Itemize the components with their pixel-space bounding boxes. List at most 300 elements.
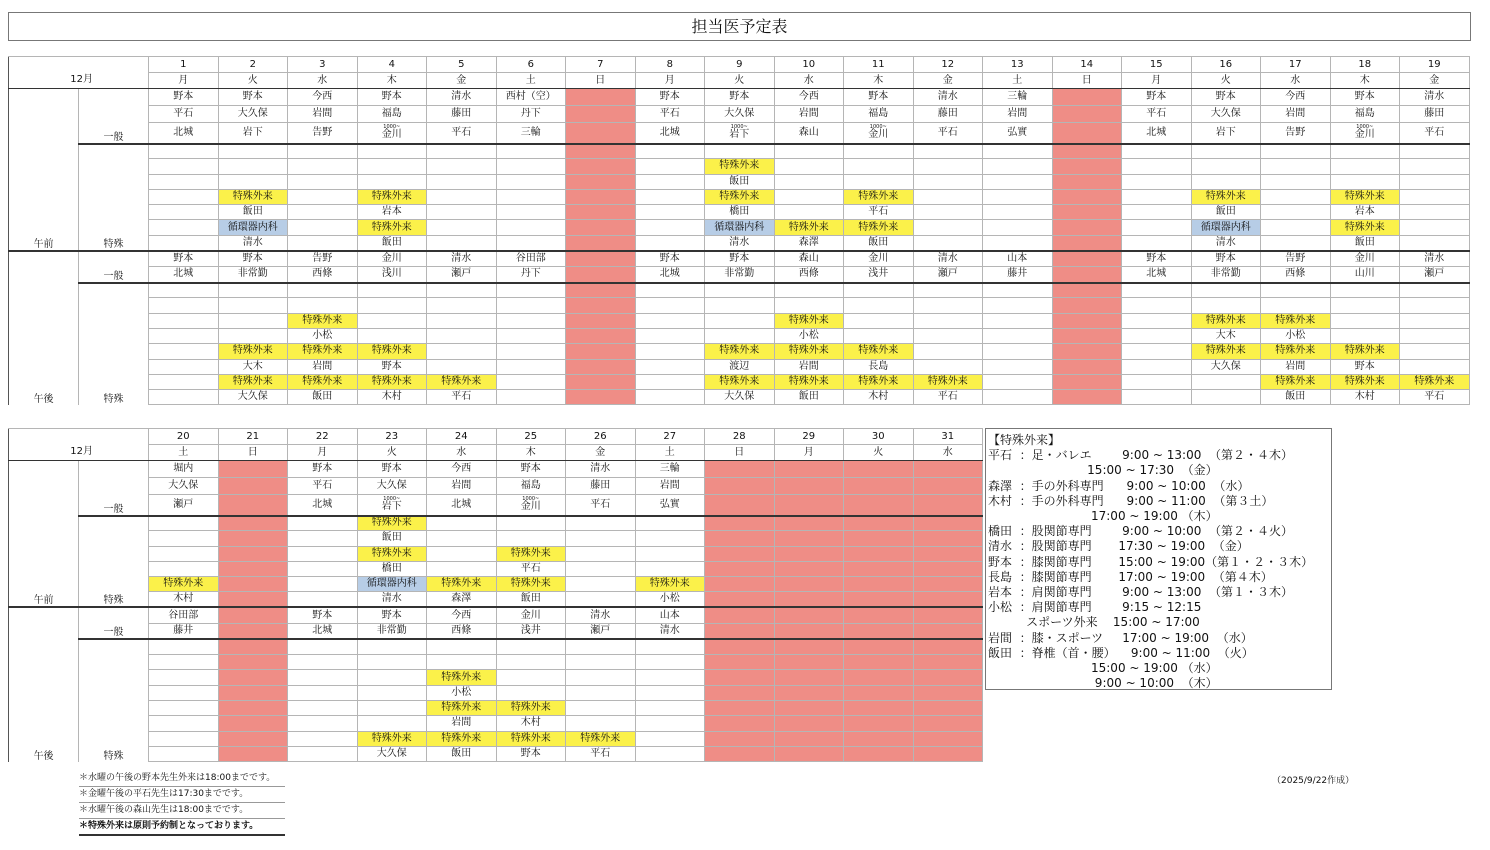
schedule-cell: 橋田 [357, 561, 427, 576]
schedule-cell: 瀬戸 [566, 623, 636, 639]
category-label [79, 298, 149, 313]
schedule-cell [1261, 174, 1331, 189]
schedule-cell [635, 144, 705, 159]
schedule-cell [705, 592, 775, 607]
schedule-cell: 特殊外来 [566, 731, 636, 746]
session-label [9, 623, 79, 639]
schedule-cell: 特殊外来 [705, 159, 775, 174]
schedule-cell [288, 639, 358, 654]
schedule-cell [844, 577, 914, 592]
schedule-cell [288, 174, 358, 189]
session-label [9, 478, 79, 495]
schedule-cell [635, 235, 705, 250]
schedule-cell: 藤井 [149, 623, 219, 639]
schedule-cell [1261, 298, 1331, 313]
schedule-cell [983, 374, 1053, 389]
session-label [9, 670, 79, 685]
schedule-cell [1400, 283, 1470, 298]
legend-line: 橋田 ：股関節専門 9:00 ~ 10:00 （第２・４火） [988, 524, 1293, 539]
schedule-cell [705, 531, 775, 546]
schedule-cell: 野本 [357, 89, 427, 106]
schedule-cell: 特殊外来 [357, 546, 427, 561]
schedule-cell: 非常勤 [218, 267, 288, 283]
schedule-cell [427, 313, 497, 328]
schedule-cell: 瀬戸 [913, 267, 983, 283]
schedule-cell [913, 313, 983, 328]
schedule-cell: 特殊外来 [218, 344, 288, 359]
schedule-cell: 平石 [1400, 390, 1470, 405]
schedule-cell [496, 374, 566, 389]
session-label [9, 106, 79, 123]
schedule-cell: 谷田部 [149, 607, 219, 623]
schedule-cell: 平石 [844, 205, 914, 220]
session-label [9, 359, 79, 374]
schedule-cell [705, 478, 775, 495]
category-label [79, 685, 149, 700]
schedule-cell: 野本 [357, 607, 427, 623]
schedule-cell: 野本 [844, 89, 914, 106]
schedule-cell [496, 220, 566, 235]
weekday-label: 日 [566, 73, 636, 89]
day-number: 20 [149, 429, 219, 445]
legend-line: 17:00 ~ 19:00 （木） [988, 509, 1218, 523]
schedule-cell [1400, 328, 1470, 343]
schedule-cell: 1000~ 岩下 [705, 123, 775, 144]
schedule-cell [496, 313, 566, 328]
schedule-cell [218, 328, 288, 343]
weekday-label: 木 [496, 445, 566, 461]
schedule-cell [635, 344, 705, 359]
schedule-cell: 西條 [1261, 267, 1331, 283]
schedule-cell: 告野 [1261, 123, 1331, 144]
note-item: ＊水曜午後の森山先生は18:00までです。 [79, 803, 285, 819]
schedule-cell [913, 670, 983, 685]
schedule-cell [149, 390, 219, 405]
schedule-cell [1052, 359, 1122, 374]
schedule-cell [913, 561, 983, 576]
schedule-cell [149, 531, 219, 546]
schedule-cell [496, 144, 566, 159]
schedule-cell: 平石 [427, 123, 497, 144]
schedule-cell [218, 531, 288, 546]
schedule-cell [566, 670, 636, 685]
schedule-cell: 特殊外来 [218, 189, 288, 204]
schedule-cell: 岩間 [427, 478, 497, 495]
schedule-cell: 野本 [149, 89, 219, 106]
schedule-cell [1052, 159, 1122, 174]
month-label: 12月 [9, 73, 149, 89]
schedule-cell: 岩下 [218, 123, 288, 144]
schedule-cell [357, 313, 427, 328]
schedule-cell [635, 189, 705, 204]
schedule-cell [844, 495, 914, 516]
schedule-cell: 告野 [1261, 251, 1331, 267]
schedule-cell [149, 731, 219, 746]
schedule-cell [635, 639, 705, 654]
schedule-cell [149, 159, 219, 174]
category-label [79, 716, 149, 731]
schedule-cell [1400, 359, 1470, 374]
schedule-cell [774, 516, 844, 531]
schedule-cell [913, 159, 983, 174]
schedule-cell: 清水 [705, 235, 775, 250]
schedule-cell [913, 716, 983, 731]
schedule-cell: 福島 [844, 106, 914, 123]
schedule-cell: 森山 [774, 123, 844, 144]
schedule-cell [218, 592, 288, 607]
schedule-cell [496, 655, 566, 670]
schedule-cell [218, 700, 288, 715]
schedule-cell [149, 561, 219, 576]
schedule-cell [705, 670, 775, 685]
schedule-cell [1052, 205, 1122, 220]
day-number: 4 [357, 57, 427, 73]
schedule-cell: 北城 [149, 123, 219, 144]
schedule-cell: 大久保 [1191, 106, 1261, 123]
schedule-cell [566, 577, 636, 592]
schedule-cell [427, 639, 497, 654]
schedule-cell [774, 495, 844, 516]
schedule-cell [1330, 328, 1400, 343]
category-label [79, 313, 149, 328]
schedule-cell [774, 639, 844, 654]
schedule-cell: 飯田 [705, 174, 775, 189]
legend-line: 【特殊外来】 [988, 433, 1061, 447]
schedule-cell [218, 607, 288, 623]
schedule-cell: 岩間 [288, 106, 358, 123]
weekday-label: 月 [774, 445, 844, 461]
schedule-cell [288, 189, 358, 204]
schedule-cell [913, 220, 983, 235]
schedule-cell: 特殊外来 [635, 577, 705, 592]
schedule-cell [566, 189, 636, 204]
schedule-cell [566, 174, 636, 189]
schedule-cell [844, 623, 914, 639]
schedule-cell [635, 746, 705, 761]
schedule-cell [1122, 298, 1192, 313]
schedule-cell [566, 328, 636, 343]
schedule-cell [913, 700, 983, 715]
weekday-label: 月 [149, 73, 219, 89]
schedule-cell: 金川 [496, 607, 566, 623]
schedule-cell [149, 700, 219, 715]
schedule-cell: 岩間 [1261, 359, 1331, 374]
schedule-cell: 飯田 [1191, 205, 1261, 220]
schedule-cell [844, 516, 914, 531]
schedule-cell [496, 390, 566, 405]
schedule-cell: 清水 [218, 235, 288, 250]
schedule-cell [218, 495, 288, 516]
schedule-cell: 平石 [288, 478, 358, 495]
schedule-cell: 平石 [913, 123, 983, 144]
schedule-cell [1052, 144, 1122, 159]
schedule-cell [1330, 283, 1400, 298]
category-label: 特殊 [79, 746, 149, 761]
schedule-cell [844, 144, 914, 159]
schedule-cell: 特殊外来 [705, 344, 775, 359]
schedule-cell [218, 746, 288, 761]
category-label [79, 359, 149, 374]
schedule-cell [566, 374, 636, 389]
schedule-cell [913, 283, 983, 298]
schedule-cell [427, 283, 497, 298]
schedule-cell [218, 670, 288, 685]
schedule-cell [496, 531, 566, 546]
schedule-cell: 藤田 [1400, 106, 1470, 123]
schedule-cell [913, 577, 983, 592]
day-number: 6 [496, 57, 566, 73]
schedule-cell [1122, 144, 1192, 159]
schedule-cell [774, 623, 844, 639]
schedule-cell: 特殊外来 [1330, 220, 1400, 235]
schedule-cell: 弘實 [983, 123, 1053, 144]
schedule-cell: 特殊外来 [1330, 374, 1400, 389]
schedule-cell: 今西 [774, 89, 844, 106]
schedule-cell [913, 144, 983, 159]
schedule-cell [496, 344, 566, 359]
schedule-cell [566, 283, 636, 298]
schedule-cell [635, 159, 705, 174]
schedule-cell: 野本 [218, 89, 288, 106]
day-number: 27 [635, 429, 705, 445]
schedule-cell: 藤田 [427, 106, 497, 123]
session-label [9, 516, 79, 531]
category-label [79, 607, 149, 623]
schedule-cell [218, 174, 288, 189]
schedule-cell [149, 235, 219, 250]
schedule-cell: 平石 [566, 495, 636, 516]
schedule-cell [913, 344, 983, 359]
schedule-cell [149, 359, 219, 374]
schedule-cell [357, 700, 427, 715]
schedule-cell: 特殊外来 [844, 344, 914, 359]
note-item: ＊特殊外来は原則予約制となっております。 [79, 819, 285, 836]
schedule-cell: 特殊外来 [496, 546, 566, 561]
schedule-cell: 告野 [288, 251, 358, 267]
schedule-cell [705, 623, 775, 639]
category-label: 特殊 [79, 235, 149, 250]
schedule-cell [983, 344, 1053, 359]
day-number: 5 [427, 57, 497, 73]
schedule-cell [705, 495, 775, 516]
schedule-cell [288, 298, 358, 313]
schedule-cell: 特殊外来 [1191, 344, 1261, 359]
schedule-cell: 木村 [496, 716, 566, 731]
schedule-cell: 飯田 [1261, 390, 1331, 405]
category-label: 一般 [79, 123, 149, 144]
schedule-cell [1261, 220, 1331, 235]
schedule-cell: 循環器内科 [218, 220, 288, 235]
day-number: 18 [1330, 57, 1400, 73]
schedule-cell: 金川 [844, 251, 914, 267]
schedule-cell [357, 174, 427, 189]
schedule-cell [983, 313, 1053, 328]
day-number: 11 [844, 57, 914, 73]
schedule-cell: 清水 [1400, 89, 1470, 106]
schedule-cell [288, 716, 358, 731]
weekday-label: 金 [427, 73, 497, 89]
schedule-cell [705, 746, 775, 761]
schedule-cell [1330, 174, 1400, 189]
schedule-cell [218, 159, 288, 174]
schedule-cell [774, 561, 844, 576]
schedule-cell [496, 189, 566, 204]
category-label [79, 670, 149, 685]
schedule-cell [218, 685, 288, 700]
schedule-cell [1122, 235, 1192, 250]
schedule-cell: 北城 [1122, 123, 1192, 144]
schedule-cell [218, 577, 288, 592]
weekday-label: 月 [635, 73, 705, 89]
created-date: （2025/9/22作成） [1272, 776, 1355, 786]
schedule-cell [496, 670, 566, 685]
session-label [9, 298, 79, 313]
weekday-label: 月 [288, 445, 358, 461]
schedule-cell: 金川 [357, 251, 427, 267]
special-clinic-legend [985, 428, 1332, 690]
schedule-cell: 飯田 [844, 235, 914, 250]
schedule-cell [288, 577, 358, 592]
legend-line: 小松 ：肩関節専門 9:15 ~ 12:15 [988, 600, 1202, 615]
schedule-cell [427, 220, 497, 235]
schedule-cell: 木村 [844, 390, 914, 405]
schedule-cell: 北城 [427, 495, 497, 516]
session-label [9, 731, 79, 746]
schedule-cell [844, 546, 914, 561]
schedule-cell: 清水 [1191, 235, 1261, 250]
category-label [79, 546, 149, 561]
schedule-cell [149, 283, 219, 298]
schedule-cell: 瀬戸 [1400, 267, 1470, 283]
schedule-cell [844, 655, 914, 670]
day-number: 3 [288, 57, 358, 73]
schedule-cell: 特殊外来 [288, 374, 358, 389]
schedule-cell [566, 561, 636, 576]
schedule-cell [288, 159, 358, 174]
schedule-cell [983, 159, 1053, 174]
schedule-cell: 特殊外来 [149, 577, 219, 592]
schedule-cell [566, 685, 636, 700]
schedule-cell [705, 328, 775, 343]
session-label [9, 607, 79, 623]
category-label [79, 174, 149, 189]
schedule-cell [1052, 313, 1122, 328]
schedule-cell: 非常勤 [1191, 267, 1261, 283]
schedule-cell: 1000~ 岩下 [357, 495, 427, 516]
schedule-cell [983, 328, 1053, 343]
schedule-cell: 岩間 [427, 716, 497, 731]
weekday-label: 日 [1052, 73, 1122, 89]
schedule-cell [1261, 144, 1331, 159]
schedule-cell: 大久保 [705, 106, 775, 123]
schedule-cell [1400, 313, 1470, 328]
schedule-cell [357, 716, 427, 731]
schedule-cell: 瀬戸 [427, 267, 497, 283]
schedule-cell [288, 746, 358, 761]
schedule-cell [1052, 328, 1122, 343]
schedule-cell [566, 220, 636, 235]
schedule-cell [913, 189, 983, 204]
category-label [79, 639, 149, 654]
schedule-cell [983, 283, 1053, 298]
schedule-cell [705, 577, 775, 592]
session-label [9, 495, 79, 516]
schedule-cell [427, 189, 497, 204]
schedule-cell [1330, 298, 1400, 313]
schedule-cell: 小松 [427, 685, 497, 700]
schedule-cell [1191, 144, 1261, 159]
schedule-cell [566, 123, 636, 144]
day-number: 29 [774, 429, 844, 445]
schedule-cell [844, 592, 914, 607]
schedule-cell [913, 461, 983, 478]
schedule-cell: 森山 [774, 251, 844, 267]
weekday-label: 日 [218, 445, 288, 461]
schedule-cell: 特殊外来 [1261, 374, 1331, 389]
category-label [79, 461, 149, 478]
schedule-cell [288, 144, 358, 159]
schedule-cell: 岩間 [983, 106, 1053, 123]
session-label [9, 313, 79, 328]
schedule-cell [566, 639, 636, 654]
schedule-cell [1052, 220, 1122, 235]
schedule-cell [218, 639, 288, 654]
schedule-cell [1052, 390, 1122, 405]
weekday-label: 木 [844, 73, 914, 89]
schedule-cell [1052, 267, 1122, 283]
weekday-label: 金 [1400, 73, 1470, 89]
session-label [9, 205, 79, 220]
schedule-cell: 特殊外来 [705, 189, 775, 204]
schedule-cell [149, 189, 219, 204]
category-label [79, 283, 149, 298]
day-number: 8 [635, 57, 705, 73]
schedule-cell [913, 174, 983, 189]
weekday-label: 土 [983, 73, 1053, 89]
schedule-cell [844, 328, 914, 343]
schedule-cell: 循環器内科 [357, 577, 427, 592]
schedule-cell [566, 390, 636, 405]
day-number: 30 [844, 429, 914, 445]
schedule-cell [357, 639, 427, 654]
schedule-cell [844, 746, 914, 761]
schedule-cell [844, 283, 914, 298]
schedule-cell [1052, 189, 1122, 204]
schedule-cell [288, 516, 358, 531]
weekday-label: 水 [774, 73, 844, 89]
schedule-cell [427, 144, 497, 159]
schedule-cell: 特殊外来 [705, 374, 775, 389]
schedule-cell [705, 700, 775, 715]
schedule-cell [1400, 174, 1470, 189]
schedule-cell [983, 174, 1053, 189]
schedule-cell [1191, 374, 1261, 389]
schedule-cell [913, 205, 983, 220]
schedule-cell [635, 220, 705, 235]
schedule-cell [1261, 189, 1331, 204]
schedule-cell [705, 639, 775, 654]
schedule-cell: 特殊外来 [357, 220, 427, 235]
session-label [9, 283, 79, 298]
weekday-label: 日 [705, 445, 775, 461]
schedule-cell [635, 731, 705, 746]
schedule-cell [1052, 374, 1122, 389]
schedule-cell: 清水 [427, 89, 497, 106]
day-number: 12 [913, 57, 983, 73]
schedule-cell [635, 374, 705, 389]
schedule-cell [149, 344, 219, 359]
legend-line: 長島 ：膝関節専門 17:00 ~ 19:00 （第４木） [988, 569, 1273, 584]
